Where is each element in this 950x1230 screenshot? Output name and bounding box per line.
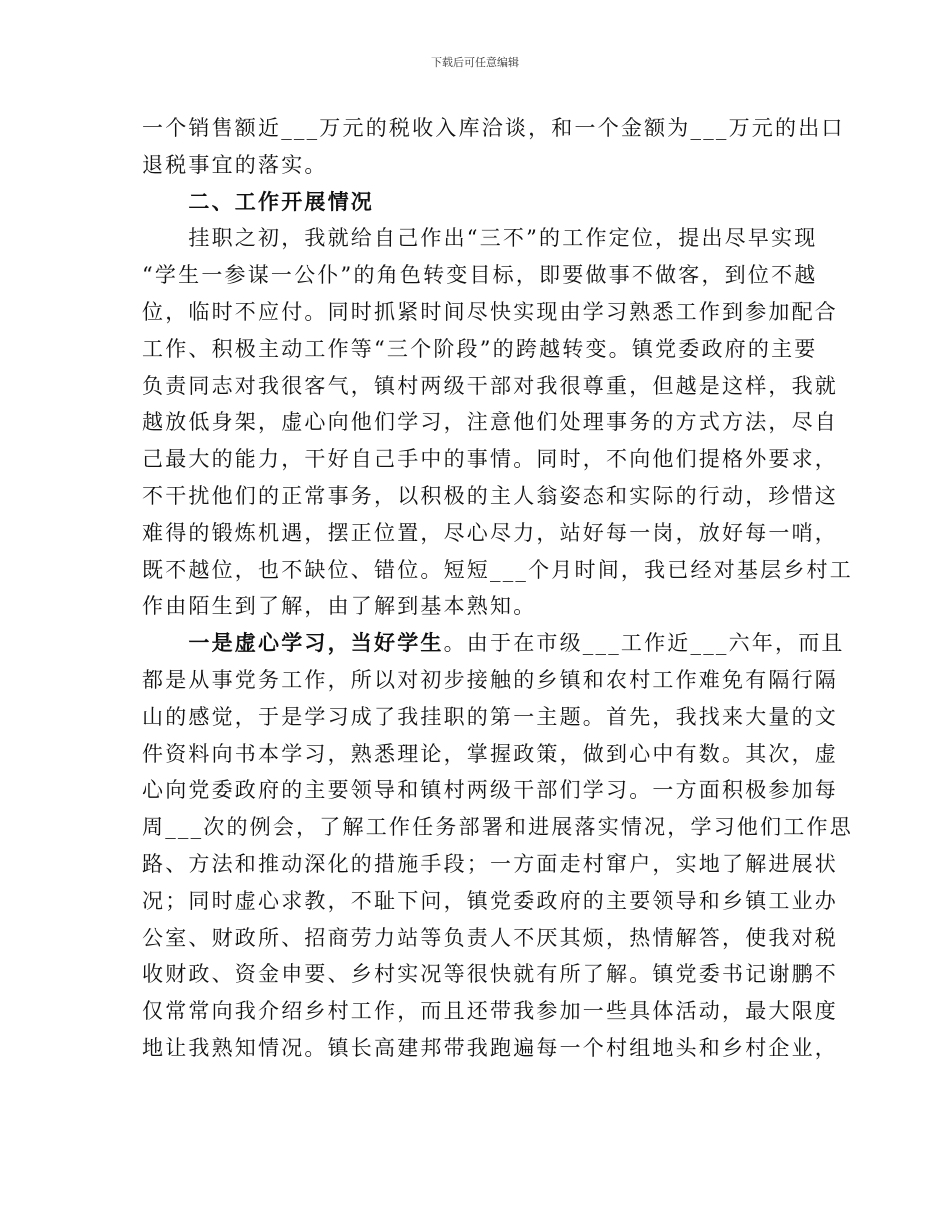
paragraph-line xyxy=(142,736,838,773)
paragraph-line xyxy=(142,699,838,736)
paragraph-line xyxy=(142,625,845,662)
line-text: 既不越位，也不缺位、错位。短短___个月时间，我已经对基层乡村工 xyxy=(142,557,853,582)
document-body xyxy=(142,110,853,1067)
paragraph-line xyxy=(142,257,818,294)
bold-lead-phrase: 一是虚心学习，当好学生 xyxy=(188,630,444,656)
paragraph-line xyxy=(142,441,838,478)
line-text: 退税事宜的落实。 xyxy=(142,152,328,177)
page-header: 下载后可任意编辑 xyxy=(431,56,519,69)
line-text: 心向党委政府的主要领导和镇村两级干部们学习。一方面积极参加每 xyxy=(142,778,838,803)
paragraph-line xyxy=(142,220,818,257)
line-text: 不干扰他们的正常事务，以积极的主人翁姿态和实际的行动，珍惜这 xyxy=(142,483,838,508)
line-text: 山的感觉，于是学习成了我挂职的第一主题。首先，我找来大量的文 xyxy=(142,704,838,729)
line-text: 周___次的例会，了解工作任务部署和进展落实情况，学习他们工作思 xyxy=(142,815,853,840)
line-text: 难得的锻炼机遇，摆正位置，尽心尽力，站好每一岗，放好每一哨， xyxy=(142,520,838,545)
paragraph-line xyxy=(142,846,838,883)
line-text: 件资料向书本学习，熟悉理论，掌握政策，做到心中有数。其次，虚 xyxy=(142,741,838,766)
line-text: 己最大的能力，干好自己手中的事情。同时，不向他们提格外要求， xyxy=(142,447,838,472)
line-text: 仅常常向我介绍乡村工作，而且还带我参加一些具体活动，最大限度 xyxy=(142,999,838,1024)
line-text: 公室、财政所、招商劳力站等负责人不厌其烦，热情解答，使我对税 xyxy=(142,925,838,950)
line-text: 况；同时虚心求教，不耻下问，镇党委政府的主要领导和乡镇工业办 xyxy=(142,888,838,913)
line-text: 位，临时不应付。同时抓紧时间尽快实现由学习熟悉工作到参加配合 xyxy=(142,299,838,324)
paragraph-line xyxy=(142,110,845,147)
line-text: 地让我熟知情况。镇长高建邦带我跑遍每一个村组地头和乡村企业， xyxy=(142,1035,838,1060)
paragraph-line xyxy=(142,294,838,331)
paragraph-line xyxy=(142,920,838,957)
paragraph-line xyxy=(142,883,838,920)
line-text: 作由陌生到了解，由了解到基本熟知。 xyxy=(142,594,537,619)
paragraph-line xyxy=(142,478,838,515)
paragraph-line xyxy=(142,552,853,589)
paragraph-line xyxy=(142,515,838,552)
line-text: 越放低身架，虚心向他们学习，注意他们处理事务的方式方法，尽自 xyxy=(142,410,838,435)
line-text: 负责同志对我很客气，镇村两级干部对我很尊重，但越是这样，我就 xyxy=(142,373,838,398)
line-text: 路、方法和推动深化的措施手段；一方面走村窜户，实地了解进展状 xyxy=(142,851,838,876)
paragraph-line xyxy=(142,331,818,368)
line-text: 都是从事党务工作，所以对初步接触的乡镇和农村工作难免有隔行隔 xyxy=(142,667,838,692)
paragraph-line xyxy=(142,404,838,441)
paragraph-line xyxy=(142,772,838,809)
line-text: 收财政、资金申要、乡村实况等很快就有所了解。镇党委书记谢鹏不 xyxy=(142,962,838,987)
line-text: 工作、积极主动工作等“三个阶段”的跨越转变。镇党委政府的主要 xyxy=(142,336,818,361)
line-text: 挂职之初，我就给自己作出“三不”的工作定位，提出尽早实现 xyxy=(188,226,818,251)
paragraph-line xyxy=(142,588,810,625)
paragraph-line xyxy=(142,662,838,699)
paragraph-line xyxy=(142,809,853,846)
line-text: 一个销售额近___万元的税收入库洽谈，和一个金额为___万元的出口 xyxy=(142,116,845,140)
section-heading xyxy=(142,184,810,221)
line-text: “学生一参谋一公仆”的角色转变目标，即要做事不做客，到位不越 xyxy=(142,263,818,288)
line-text: 二、工作开展情况 xyxy=(188,188,374,214)
paragraph-line xyxy=(142,956,838,993)
line-text: 。由于在市级___工作近___六年，而且 xyxy=(443,631,845,656)
paragraph-line xyxy=(142,368,838,405)
paragraph-line xyxy=(142,1030,838,1067)
paragraph-line xyxy=(142,147,810,184)
paragraph-line xyxy=(142,993,838,1030)
